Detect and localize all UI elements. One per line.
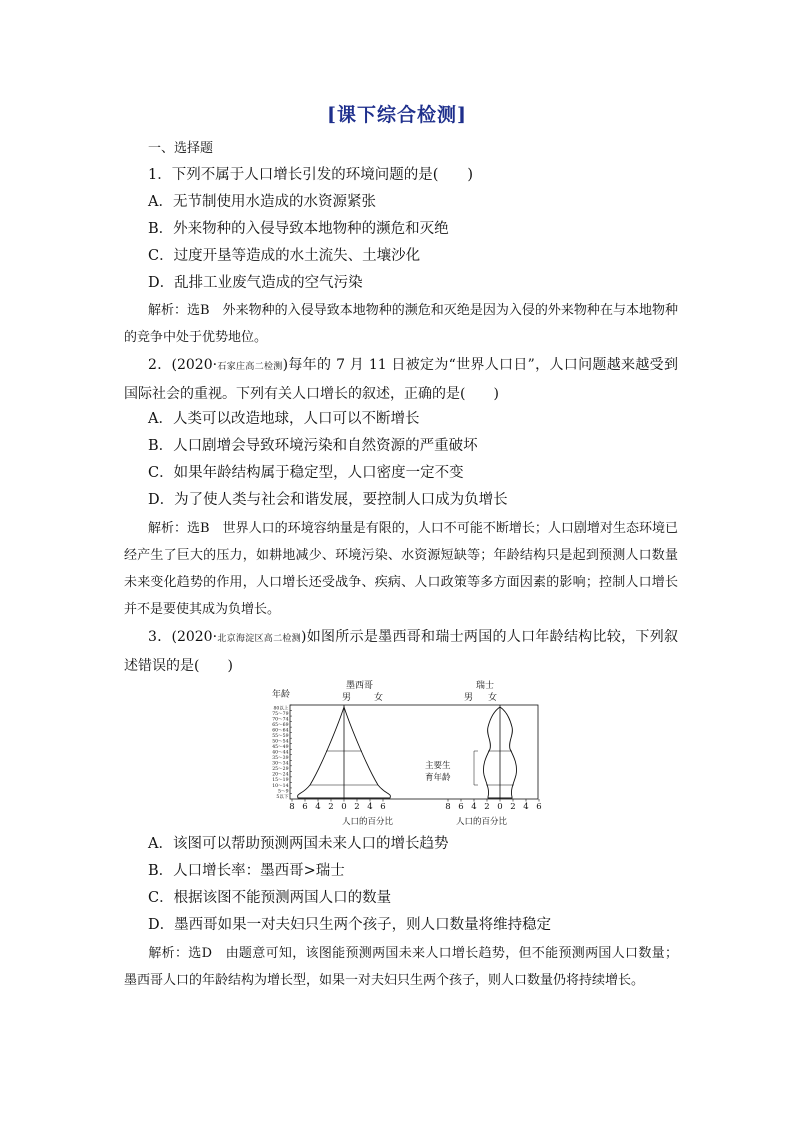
reproductive-age-bracket: [474, 751, 478, 785]
question-2-source: 石家庄高二检测: [217, 362, 283, 372]
question-1-option-b: B．外来物种的入侵导致本地物种的濒危和灭绝: [148, 221, 449, 237]
question-2-option-c: C．如果年龄结构属于稳定型，人口密度一定不变: [148, 465, 464, 481]
question-2-stem-text: )每年的 7 月 11 日被定为“世界人口日”，人口问题越来越受到国际社会的重视。下列有关人口增长的叙述，正确的是( ): [124, 357, 678, 402]
switzerland-x-tick-label: 8: [445, 802, 451, 812]
age-tick-label: 30～34: [272, 761, 289, 767]
question-2-option-a: A．人类可以改造地球，人口可以不断增长: [148, 411, 420, 427]
question-2-stem: [124, 352, 678, 408]
question-1-analysis-text: 解析：选B 外来物种的入侵导致本地物种的濒危和灭绝是因为入侵的外来物种在与本地物种的竞争中处于优势地位。: [124, 303, 678, 345]
age-tick-label: 70～74: [272, 717, 289, 723]
age-tick-label: 5以下: [276, 794, 289, 800]
switzerland-x-tick-label: 0: [497, 802, 503, 812]
age-tick-label: 5～9: [278, 789, 289, 795]
question-1-option-d: D．乱排工业废气造成的空气污染: [148, 275, 363, 291]
question-1-option-a: A．无节制使用水造成的水资源紧张: [148, 194, 376, 210]
question-2-analysis-text: 解析：选B 世界人口的环境容纳量是有限的，人口不可能不断增长；人口剧增对生态环境已经产生了巨大的压力，如耕地减少、环境污染、水资源短缺等；年龄结构只是起到预测人口数量未来变化趋势的作用，人口增长还受战争、疾病、人口政策等多方面因素的影响；控制人口增长并不是要使其成为负增长。: [124, 521, 678, 617]
age-tick-label: 65～69: [272, 722, 289, 728]
age-axis-label: 年龄: [272, 690, 291, 700]
question-2-analysis: [124, 515, 678, 623]
annotation-line-2: 育年龄: [425, 773, 451, 783]
question-1-option-c: C．过度开垦等造成的水土流失、土壤沙化: [148, 248, 421, 264]
switzerland-female-label: 女: [488, 693, 498, 703]
population-pyramid-figure: [270, 680, 550, 828]
question-3-option-c: C．根据该图不能预测两国人口的数量: [148, 890, 392, 906]
age-tick-label: 50～54: [272, 739, 289, 745]
switzerland-male-label: 男: [464, 693, 474, 703]
question-3-option-d: D．墨西哥如果一对夫妇只生两个孩子，则人口数量将维持稳定: [148, 917, 552, 933]
mexico-x-tick-label: 0: [341, 802, 347, 812]
mexico-x-tick-label: 2: [354, 802, 360, 812]
mexico-female-label: 女: [374, 693, 384, 703]
switzerland-x-tick-label: 6: [458, 802, 464, 812]
age-tick-label: 20～24: [272, 772, 289, 778]
age-tick-label: 60～64: [272, 728, 289, 734]
mexico-x-tick-label: 6: [302, 802, 308, 812]
mexico-x-tick-label: 8: [289, 802, 295, 812]
age-tick-label: 10～14: [272, 783, 289, 789]
question-1-analysis: [124, 297, 678, 351]
mexico-x-tick-label: 4: [315, 802, 321, 812]
figure-plot: [272, 704, 542, 812]
switzerland-x-tick-label: 4: [471, 802, 477, 812]
age-tick-label: 55～59: [272, 734, 289, 740]
mexico-title: 墨西哥: [346, 681, 374, 691]
age-tick-label: 75～79: [272, 711, 289, 717]
switzerland-x-axis-label: 人口的百分比: [456, 817, 508, 827]
mexico-x-tick-label: 6: [380, 802, 386, 812]
question-2-option-d: D．为了使人类与社会和谐发展，要控制人口成为负增长: [148, 492, 508, 508]
age-tick-label: 40～44: [272, 750, 289, 756]
mexico-x-tick-label: 2: [328, 802, 334, 812]
question-2-option-b: B．人口剧增会导致环境污染和自然资源的严重破坏: [148, 438, 478, 454]
switzerland-x-tick-label: 4: [523, 802, 529, 812]
mexico-male-label: 男: [342, 693, 352, 703]
switzerland-x-tick-label: 2: [510, 802, 516, 812]
section-heading: 一、选择题: [148, 141, 214, 156]
age-tick-label: 15～19: [272, 778, 289, 784]
question-1-stem: 1．下列不属于人口增长引发的环境问题的是( ): [148, 167, 474, 183]
question-3-stem-text: )如图所示是墨西哥和瑞士两国的人口年龄结构比较，下列叙述错误的是( ): [124, 629, 678, 674]
question-3-option-a: A．该图可以帮助预测两国未来人口的增长趋势: [148, 836, 449, 852]
question-3-source: 北京海淀区高二检测: [217, 634, 301, 644]
question-3-analysis: [124, 940, 678, 994]
age-tick-label: 35～39: [272, 756, 289, 762]
question-3-analysis-text: 解析：选D 由题意可知，该图能预测两国未来人口增长趋势，但不能预测两国人口数量；墨西哥人口的年龄结构为增长型，如果一对夫妇只生两个孩子，则人口数量仍将持续增长。: [124, 946, 678, 988]
question-3-stem: [124, 624, 678, 680]
question-2-number: 2．(2020·: [148, 357, 218, 373]
question-3-number: 3．(2020·: [148, 629, 218, 645]
annotation-line-1: 主要生: [425, 761, 451, 771]
question-3-option-b: B．人口增长率：墨西哥>瑞士: [148, 863, 345, 879]
age-tick-label: 25～29: [272, 767, 289, 773]
age-tick-label: 45～49: [272, 745, 289, 751]
switzerland-pyramid-male-outline: [483, 707, 500, 798]
mexico-x-tick-label: 4: [367, 802, 373, 812]
mexico-x-axis-label: 人口的百分比: [342, 817, 394, 827]
switzerland-x-tick-label: 6: [536, 802, 542, 812]
switzerland-title: 瑞士: [476, 681, 495, 691]
age-tick-label: 80以上: [273, 706, 289, 712]
switzerland-x-tick-label: 2: [484, 802, 490, 812]
page-title: [课下综合检测]: [327, 104, 467, 126]
switzerland-pyramid-female-outline: [500, 707, 517, 798]
